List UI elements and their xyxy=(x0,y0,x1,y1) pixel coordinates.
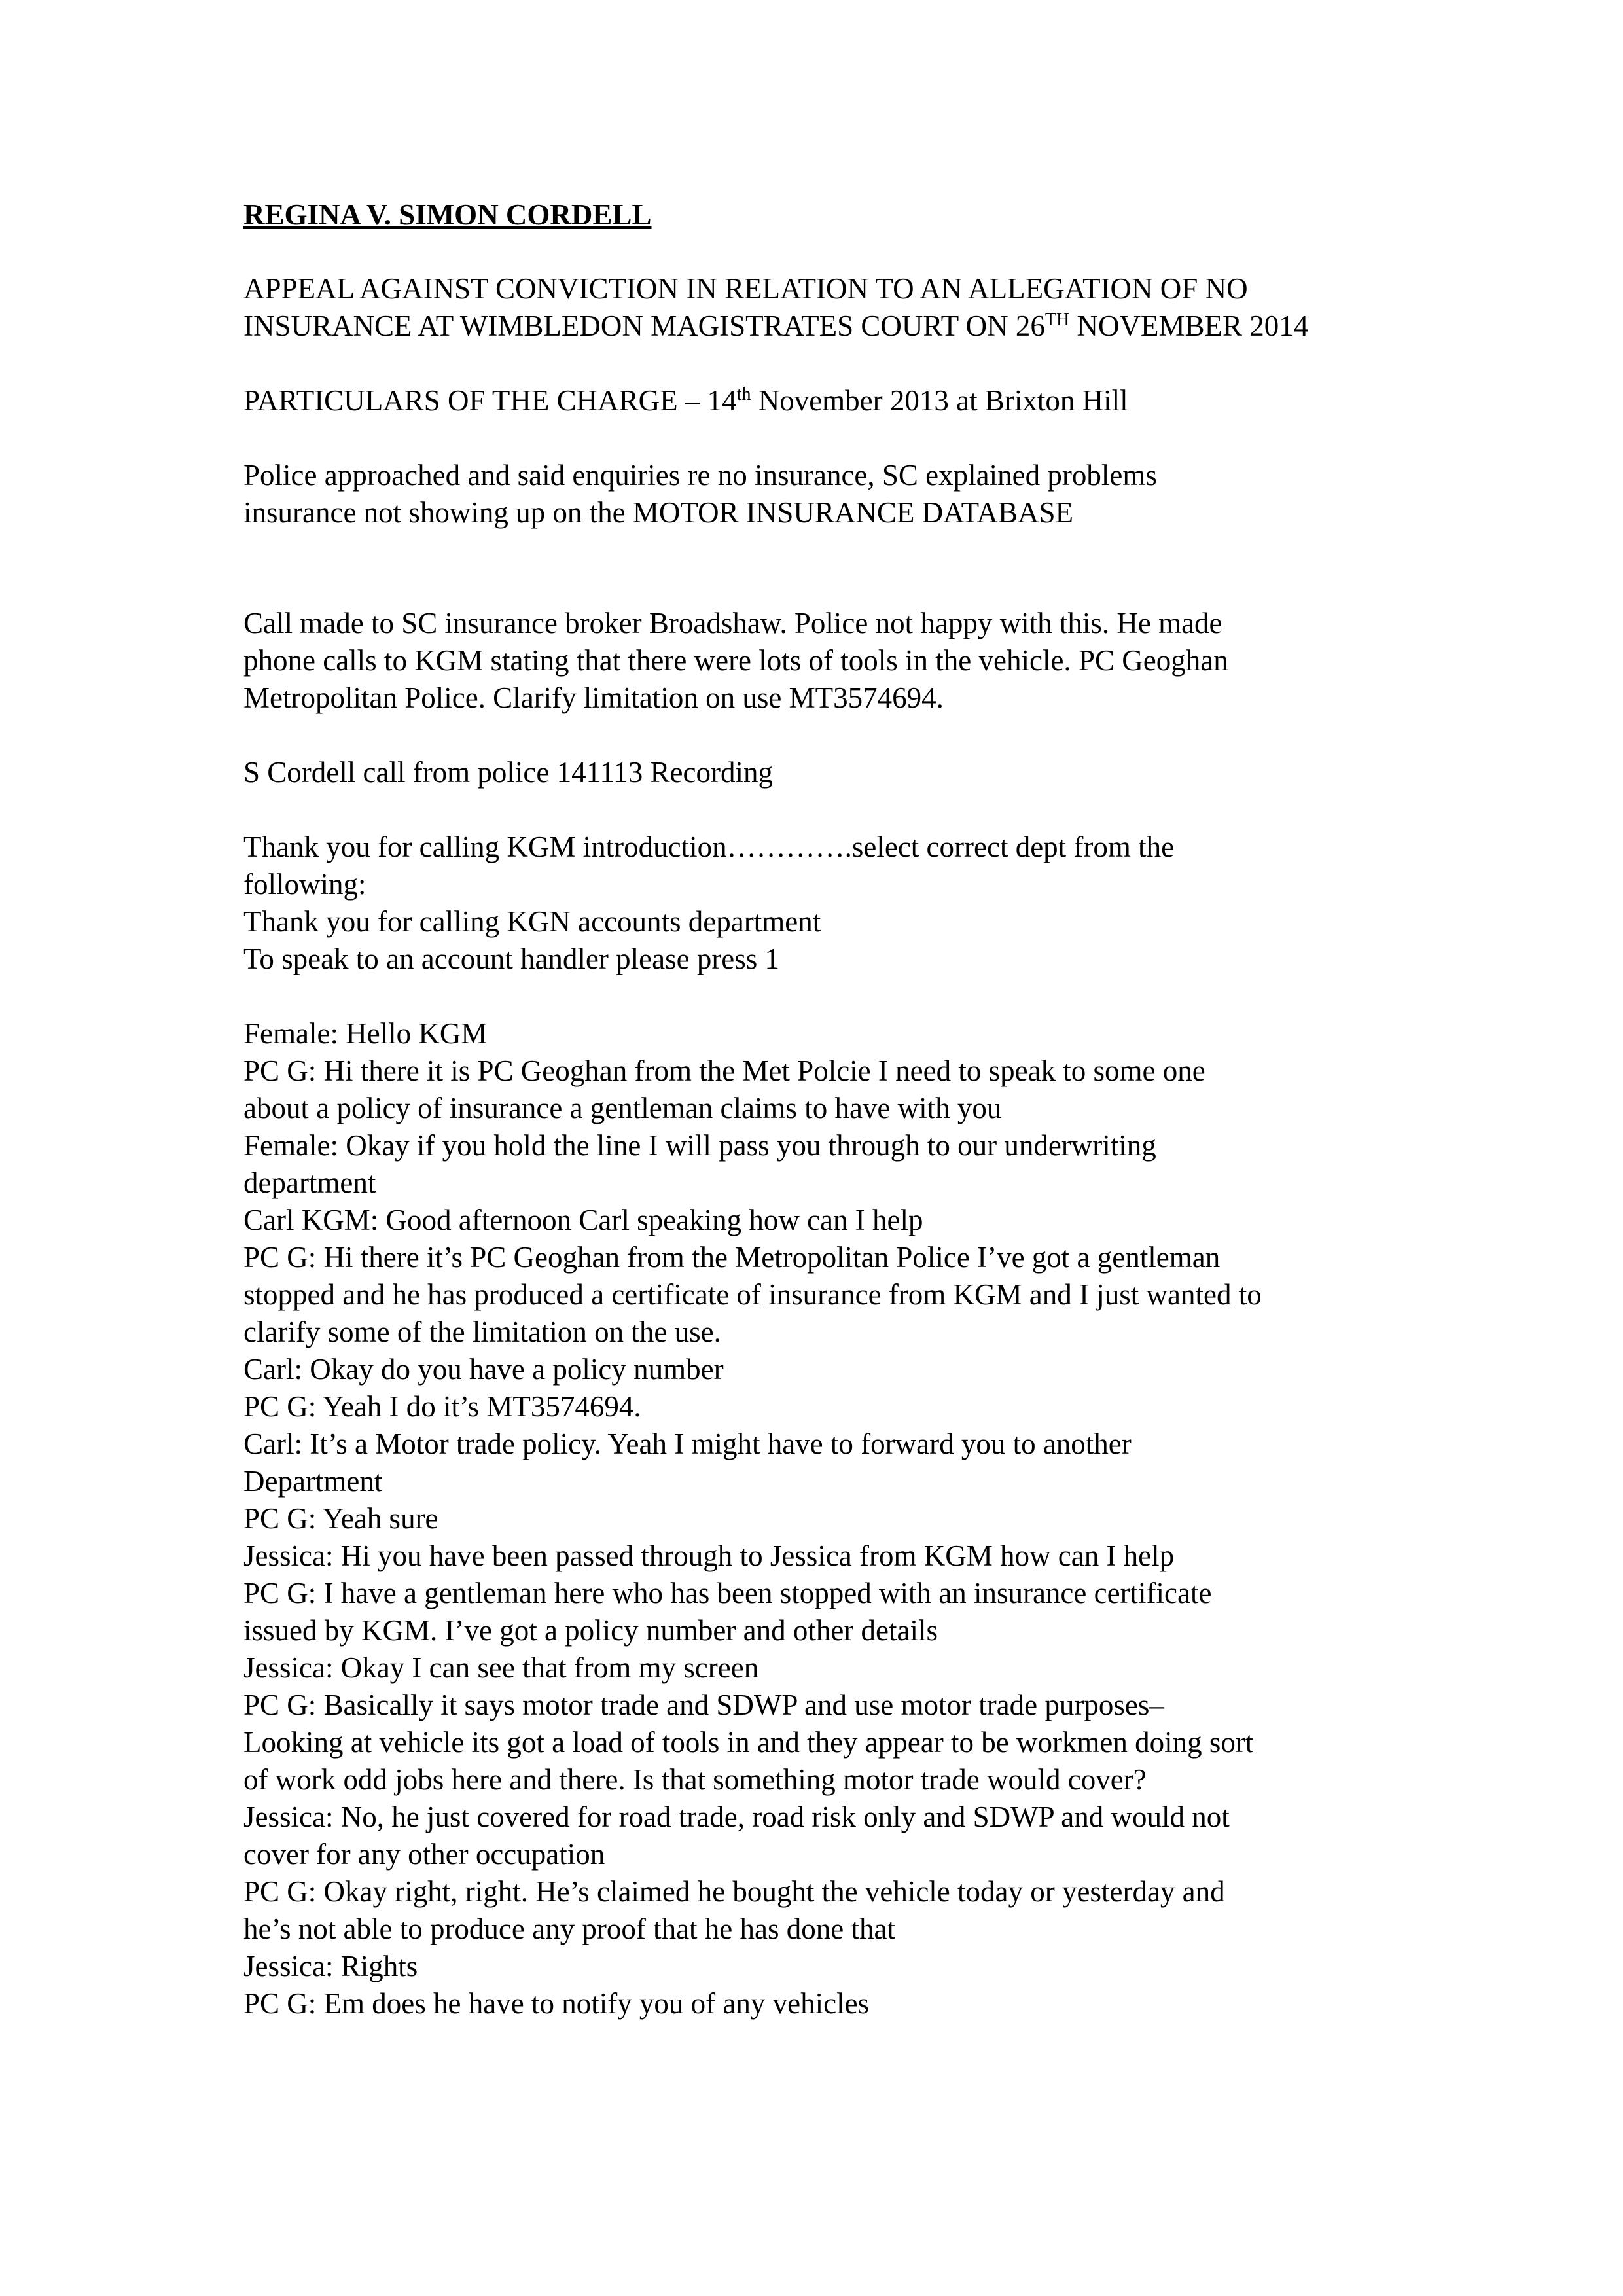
transcript-line: Carl KGM: Good afternoon Carl speaking how can I help xyxy=(243,1204,923,1236)
transcript-line: Female: Hello KGM xyxy=(243,1017,488,1050)
transcript-line: about a policy of insurance a gentleman claims to have with you xyxy=(243,1092,1002,1124)
transcript-line: he’s not able to produce any proof that he has done that xyxy=(243,1912,895,1945)
transcript-line: cover for any other occupation xyxy=(243,1838,605,1871)
particulars-superscript: th xyxy=(736,384,751,404)
paragraph-line: Call made to SC insurance broker Broadshaw. Police not happy with this. He made xyxy=(243,607,1222,639)
transcript-line: Jessica: Hi you have been passed through to Jessica from KGM how can I help xyxy=(243,1539,1175,1572)
transcript-line: PC G: Hi there it is PC Geoghan from the Met Polcie I need to speak to some one xyxy=(243,1054,1205,1087)
transcript-line: PC G: Basically it says motor trade and SDWP and use motor trade purposes– xyxy=(243,1689,1164,1721)
appeal-heading-text-end: NOVEMBER 2014 xyxy=(1069,310,1309,342)
intro-paragraph xyxy=(243,829,1395,978)
paragraph-line: Police approached and said enquiries re no insurance, SC explained problems xyxy=(243,459,1157,492)
transcript-line: clarify some of the limitation on the use. xyxy=(243,1316,721,1348)
particulars-text: PARTICULARS OF THE CHARGE – 14 xyxy=(243,384,737,417)
particulars-heading xyxy=(243,382,1395,420)
transcript-line: issued by KGM. I’ve got a policy number and other details xyxy=(243,1614,938,1647)
appeal-heading-text: APPEAL AGAINST CONVICTION IN RELATION TO AN ALLEGATION OF NO INSURANCE AT WIMBLEDON MAGISTRATES COURT ON 26 xyxy=(243,272,1248,342)
paragraph-line: insurance not showing up on the MOTOR INSURANCE DATABASE xyxy=(243,496,1074,529)
intro-line: To speak to an account handler please press 1 xyxy=(243,942,780,975)
transcript-line: Female: Okay if you hold the line I will pass you through to our underwriting xyxy=(243,1129,1156,1162)
transcript-line: Jessica: Rights xyxy=(243,1950,418,1982)
paragraph-line: Metropolitan Police. Clarify limitation on use MT3574694. xyxy=(243,681,944,714)
transcript-line: PC G: Yeah I do it’s MT3574694. xyxy=(243,1390,641,1423)
transcript-line: stopped and he has produced a certificate of insurance from KGM and I just wanted to xyxy=(243,1278,1262,1311)
document-page xyxy=(243,196,1395,2022)
call-transcript xyxy=(243,1015,1395,2022)
call-paragraph xyxy=(243,605,1395,717)
transcript-line: Jessica: Okay I can see that from my screen xyxy=(243,1651,759,1684)
transcript-line: Looking at vehicle its got a load of tools in and they appear to be workmen doing sort xyxy=(243,1726,1254,1759)
particulars-text-end: November 2013 at Brixton Hill xyxy=(751,384,1128,417)
transcript-line: of work odd jobs here and there. Is that something motor trade would cover? xyxy=(243,1763,1147,1796)
transcript-line: Department xyxy=(243,1465,383,1498)
intro-line: Thank you for calling KGM introduction………….select correct dept from the xyxy=(243,831,1175,863)
police-paragraph xyxy=(243,457,1395,531)
transcript-line: PC G: Em does he have to notify you of any vehicles xyxy=(243,1987,870,2020)
intro-line: Thank you for calling KGN accounts department xyxy=(243,905,821,938)
transcript-line: Carl: It’s a Motor trade policy. Yeah I might have to forward you to another xyxy=(243,1427,1132,1460)
transcript-line: PC G: Okay right, right. He’s claimed he bought the vehicle today or yesterday and xyxy=(243,1875,1225,1908)
transcript-line: PC G: Hi there it’s PC Geoghan from the Metropolitan Police I’ve got a gentleman xyxy=(243,1241,1221,1274)
transcript-line: PC G: I have a gentleman here who has been stopped with an insurance certificate xyxy=(243,1577,1212,1609)
appeal-heading-superscript: TH xyxy=(1044,310,1070,330)
transcript-line: Jessica: No, he just covered for road trade, road risk only and SDWP and would not xyxy=(243,1801,1230,1833)
document-title: REGINA V. SIMON CORDELL xyxy=(243,198,652,231)
appeal-heading xyxy=(243,270,1395,345)
intro-line: following: xyxy=(243,868,366,901)
transcript-line: PC G: Yeah sure xyxy=(243,1502,438,1535)
paragraph-line: phone calls to KGM stating that there were lots of tools in the vehicle. PC Geoghan xyxy=(243,644,1228,677)
transcript-line: Carl: Okay do you have a policy number xyxy=(243,1353,724,1386)
recording-heading: S Cordell call from police 141113 Recording xyxy=(243,756,773,789)
transcript-line: department xyxy=(243,1166,376,1199)
